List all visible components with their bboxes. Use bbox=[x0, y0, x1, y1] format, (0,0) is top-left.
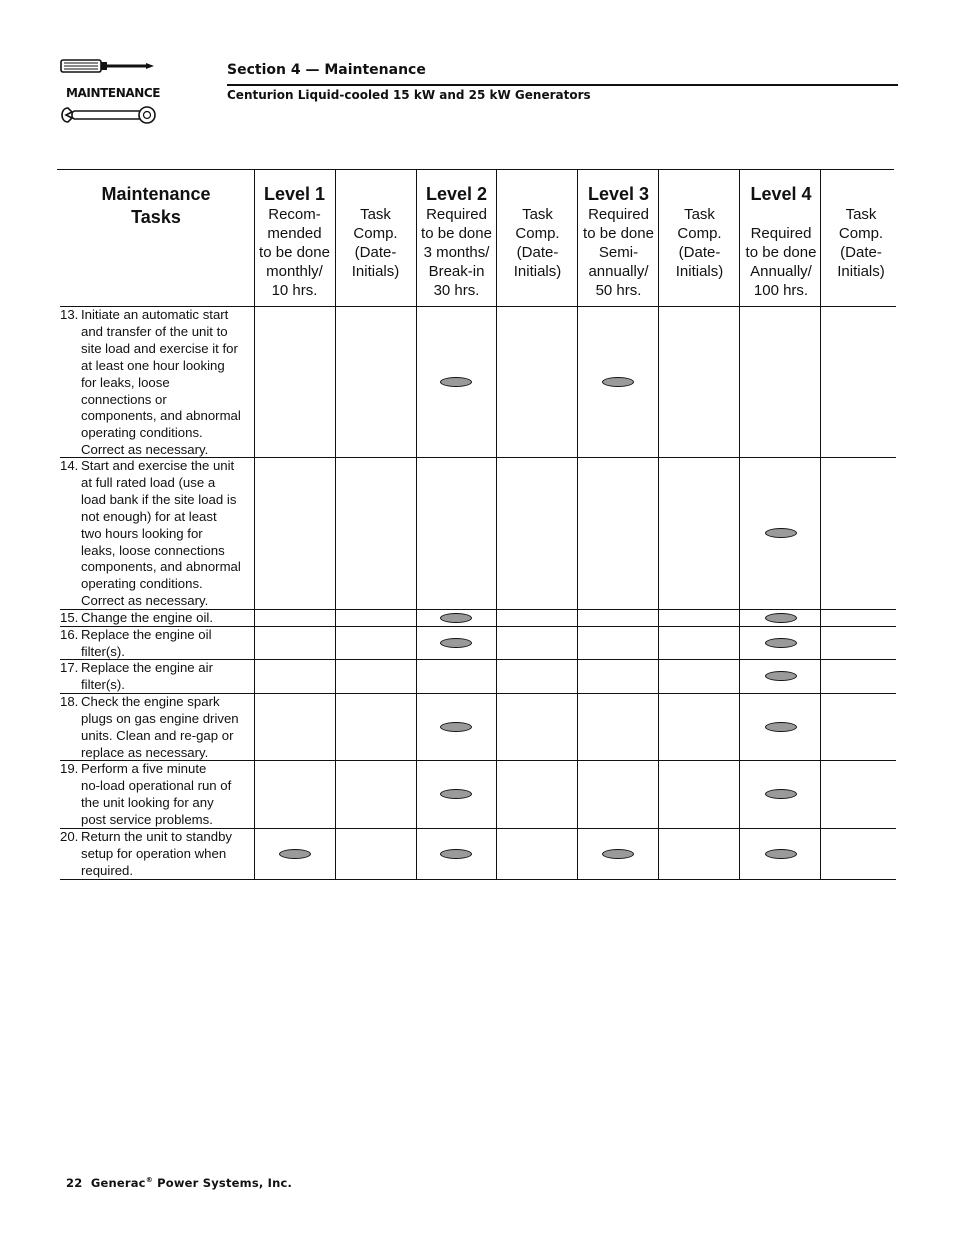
task-comp-line: (Date- bbox=[354, 244, 397, 261]
task-number: 20. bbox=[60, 829, 79, 844]
level-2-desc-line: Required bbox=[426, 206, 487, 223]
task-description-line: not enough) for at least bbox=[81, 508, 217, 524]
task-description-line: Return the unit to standby bbox=[81, 829, 233, 844]
task-description-line: the unit looking for any bbox=[81, 794, 214, 810]
task-comp-line: (Date- bbox=[678, 244, 721, 261]
task-comp-header-3 bbox=[659, 172, 740, 281]
level-4-header bbox=[740, 172, 822, 300]
level-1-desc-line: mended bbox=[267, 225, 322, 242]
page-footer bbox=[66, 1176, 292, 1190]
task-description-line: for leaks, loose bbox=[81, 374, 170, 390]
task-comp-line: Task bbox=[684, 206, 715, 223]
task-comp-line: Initials) bbox=[513, 263, 562, 280]
level-2-header bbox=[416, 172, 497, 300]
task-description-line: Initiate an automatic start bbox=[81, 307, 229, 322]
task-number: 13. bbox=[60, 307, 79, 322]
task-description-line: components, and abnormal bbox=[81, 559, 241, 575]
task-description-line: leaks, loose connections bbox=[81, 542, 225, 558]
level-1-desc-line: Recom- bbox=[268, 206, 321, 223]
level-3-desc-line: Required bbox=[588, 206, 649, 223]
level-2-required-marker bbox=[440, 613, 472, 623]
task-comp-line: Initials) bbox=[675, 263, 724, 280]
level-4-required-marker bbox=[765, 613, 797, 623]
level-3-desc-line: to be done bbox=[583, 225, 654, 242]
task-description-line: Check the engine spark bbox=[81, 694, 220, 709]
task-description-line: operating conditions. bbox=[81, 576, 203, 592]
task-description-line: Replace the engine air bbox=[81, 660, 213, 675]
task-description-line: components, and abnormal bbox=[81, 408, 241, 424]
task-comp-line: Comp. bbox=[353, 225, 398, 242]
level-3-title: Level 3 bbox=[587, 184, 650, 204]
level-2-desc-line: 3 months/ bbox=[423, 244, 490, 261]
task-description bbox=[81, 761, 256, 829]
task-comp-line: Initials) bbox=[837, 263, 885, 280]
level-4-desc-line: 100 hrs. bbox=[753, 282, 809, 299]
task-number: 19. bbox=[60, 761, 79, 776]
level-2-desc-line: Break-in bbox=[428, 263, 485, 280]
page-number: 22 bbox=[66, 1176, 83, 1190]
company-name-rest: Power Systems, Inc. bbox=[157, 1176, 293, 1190]
column-divider bbox=[577, 170, 578, 879]
task-description bbox=[81, 694, 256, 762]
level-2-title: Level 2 bbox=[425, 184, 488, 204]
task-description-line: at least one hour looking bbox=[81, 357, 225, 373]
level-2-required-marker bbox=[440, 638, 472, 648]
task-comp-header-4 bbox=[822, 172, 900, 281]
level-3-required-marker bbox=[602, 849, 634, 859]
column-divider bbox=[820, 170, 821, 879]
level-3-required-marker bbox=[602, 377, 634, 387]
tasks-header-line-2: Tasks bbox=[131, 207, 181, 227]
task-comp-header-2 bbox=[497, 172, 578, 281]
task-number: 15. bbox=[60, 610, 79, 625]
task-comp-line: Task bbox=[360, 206, 391, 223]
task-comp-line: Initials) bbox=[351, 263, 400, 280]
task-comp-line: Comp. bbox=[515, 225, 560, 242]
tasks-header-line-1: Maintenance bbox=[101, 184, 211, 204]
level-4-required-marker bbox=[765, 722, 797, 732]
task-description bbox=[81, 627, 256, 661]
task-description bbox=[81, 610, 256, 627]
task-number: 17. bbox=[60, 660, 79, 675]
task-description-line: two hours looking for bbox=[81, 525, 203, 541]
level-4-required-marker bbox=[765, 849, 797, 859]
task-description bbox=[81, 829, 256, 880]
task-description-line: site load and exercise it for bbox=[81, 340, 238, 356]
company-name: Generac bbox=[90, 1176, 146, 1190]
task-description-line: no-load operational run of bbox=[81, 777, 232, 793]
section-title: Section 4 — Maintenance bbox=[227, 62, 426, 78]
task-description-line: units. Clean and re-gap or bbox=[81, 727, 234, 743]
task-description-line: Change the engine oil. bbox=[81, 610, 213, 625]
column-divider bbox=[739, 170, 740, 879]
level-2-required-marker bbox=[440, 377, 472, 387]
task-number: 14. bbox=[60, 458, 79, 473]
level-3-header bbox=[578, 172, 659, 300]
level-4-title: Level 4 bbox=[750, 184, 812, 204]
level-1-desc-line: 10 hrs. bbox=[271, 282, 318, 299]
task-comp-line: Task bbox=[845, 206, 877, 223]
header-rule bbox=[227, 84, 898, 86]
level-1-title: Level 1 bbox=[263, 184, 326, 204]
level-1-header bbox=[254, 172, 335, 300]
task-description-line: Correct as necessary. bbox=[81, 442, 209, 458]
column-divider bbox=[416, 170, 417, 879]
task-description-line: Replace the engine oil bbox=[81, 627, 212, 642]
logo-label: MAINTENANCE bbox=[66, 86, 161, 100]
task-description-line: Correct as necessary. bbox=[81, 593, 209, 609]
level-2-required-marker bbox=[440, 849, 472, 859]
task-description bbox=[81, 458, 256, 610]
task-comp-line: Comp. bbox=[838, 225, 884, 242]
task-number: 18. bbox=[60, 694, 79, 709]
task-comp-line: (Date- bbox=[516, 244, 559, 261]
level-4-required-marker bbox=[765, 638, 797, 648]
task-description-line: connections or bbox=[81, 391, 167, 407]
level-4-required-marker bbox=[765, 528, 797, 538]
column-divider bbox=[658, 170, 659, 879]
level-3-desc-line: annually/ bbox=[588, 263, 649, 280]
level-4-required-marker bbox=[765, 671, 797, 681]
task-description-line: operating conditions. bbox=[81, 425, 203, 441]
level-3-desc-line: Semi- bbox=[598, 244, 639, 261]
table-top-rule bbox=[57, 169, 894, 170]
level-4-desc-line: to be done bbox=[745, 244, 817, 261]
document-subtitle: Centurion Liquid-cooled 15 kW and 25 kW Generators bbox=[227, 88, 591, 102]
task-description-line: setup for operation when bbox=[81, 845, 227, 861]
task-description-line: filter(s). bbox=[81, 643, 125, 659]
level-4-required-marker bbox=[765, 789, 797, 799]
column-divider bbox=[496, 170, 497, 879]
level-2-required-marker bbox=[440, 722, 472, 732]
task-description-line: filter(s). bbox=[81, 676, 125, 692]
level-1-desc-line: to be done bbox=[259, 244, 330, 261]
level-4-desc-line: Annually/ bbox=[750, 263, 812, 280]
column-divider bbox=[335, 170, 336, 879]
task-description-line: replace as necessary. bbox=[81, 744, 209, 760]
level-2-required-marker bbox=[440, 789, 472, 799]
level-3-desc-line: 50 hrs. bbox=[595, 282, 642, 299]
task-comp-header-1 bbox=[335, 172, 416, 281]
task-description-line: load bank if the site load is bbox=[81, 491, 237, 507]
task-description-line: post service problems. bbox=[81, 811, 213, 827]
tasks-column-header bbox=[60, 183, 252, 229]
task-description-line: and transfer of the unit to bbox=[81, 323, 228, 339]
task-description-line: Perform a five minute bbox=[81, 761, 207, 776]
registered-mark: ® bbox=[145, 1176, 153, 1185]
level-1-required-marker bbox=[279, 849, 311, 859]
task-comp-line: Comp. bbox=[677, 225, 722, 242]
task-comp-line: (Date- bbox=[840, 244, 882, 261]
task-description bbox=[81, 307, 256, 459]
task-description-line: at full rated load (use a bbox=[81, 474, 216, 490]
task-description-line: Start and exercise the unit bbox=[81, 458, 235, 473]
task-comp-line: Task bbox=[522, 206, 553, 223]
level-2-desc-line: 30 hrs. bbox=[433, 282, 480, 299]
task-description-line: required. bbox=[81, 862, 134, 878]
level-4-desc-line: Required bbox=[750, 225, 812, 242]
task-description bbox=[81, 660, 256, 694]
task-number: 16. bbox=[60, 627, 79, 642]
level-2-desc-line: to be done bbox=[421, 225, 492, 242]
level-1-desc-line: monthly/ bbox=[266, 263, 323, 280]
task-description-line: plugs on gas engine driven bbox=[81, 710, 239, 726]
